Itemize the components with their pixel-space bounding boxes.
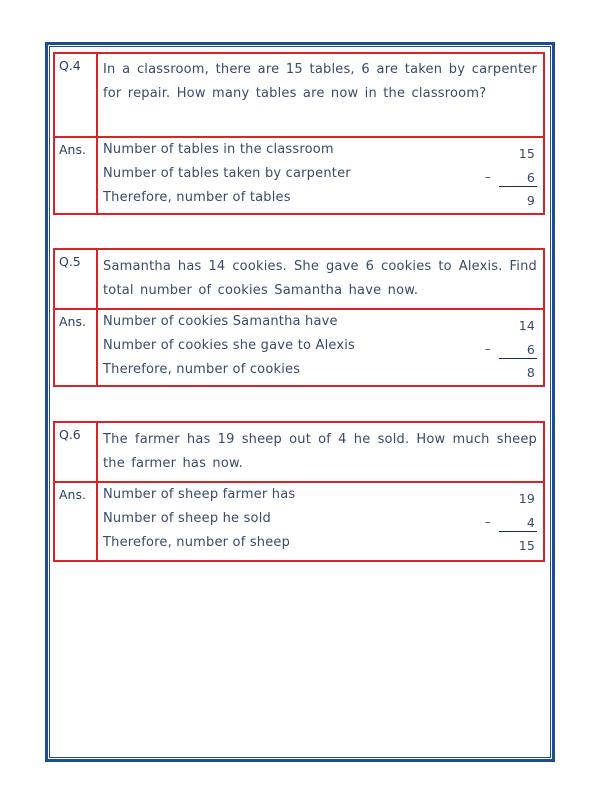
answer-line-3	[103, 531, 537, 555]
minus-sign: –	[484, 515, 491, 529]
answer-line-1	[103, 483, 537, 507]
operand-1: 14	[518, 318, 535, 333]
answer-line-2	[103, 507, 537, 531]
minus-sign: –	[484, 170, 491, 184]
question-text: Samantha has 14 cookies. She gave 6 cookies to Alexis. Find total number of cookies Samantha have now.	[103, 259, 537, 298]
question-text: In a classroom, there are 15 tables, 6 are taken by carpenter for repair. How many tables are now in the classroom?	[103, 62, 537, 101]
question-text: The farmer has 19 sheep out of 4 he sold. How much sheep the farmer has now.	[103, 432, 537, 471]
answer-line-text: Number of cookies Samantha have	[103, 314, 338, 329]
operand-2: 6	[526, 170, 535, 185]
answer-row	[53, 138, 545, 215]
question-number: Q.6	[55, 423, 98, 481]
operand-1: 15	[518, 146, 535, 161]
answer-label: Ans.	[55, 310, 98, 385]
question-number: Q.4	[55, 54, 98, 136]
answer-line-text: Number of tables taken by carpenter	[103, 166, 351, 181]
answer-line-3	[103, 358, 537, 382]
minus-sign: –	[484, 342, 491, 356]
operand-2: 4	[526, 515, 535, 530]
question-row	[53, 421, 545, 483]
operand-1: 19	[518, 491, 535, 506]
answer-label: Ans.	[55, 138, 98, 213]
answer-line-text: Number of sheep farmer has	[103, 487, 296, 502]
answer-line-text: Therefore, number of cookies	[103, 362, 301, 377]
question-block-4	[53, 52, 545, 215]
answer-line-text: Number of tables in the classroom	[103, 142, 334, 157]
answer-line-2	[103, 162, 537, 186]
answer-line-2	[103, 334, 537, 358]
result: 9	[526, 193, 535, 208]
answer-line-text: Number of cookies she gave to Alexis	[103, 338, 356, 353]
answer-label: Ans.	[55, 483, 98, 560]
answer-line-text: Therefore, number of sheep	[103, 535, 291, 550]
answer-row	[53, 310, 545, 387]
question-row	[53, 52, 545, 138]
answer-line-3	[103, 186, 537, 210]
answer-line-1	[103, 138, 537, 162]
answer-line-text: Number of sheep he sold	[103, 511, 271, 526]
answer-row	[53, 483, 545, 562]
result: 8	[526, 365, 535, 380]
operand-2: 6	[526, 342, 535, 357]
question-block-6	[53, 421, 545, 562]
result: 15	[518, 538, 535, 553]
question-number: Q.5	[55, 250, 98, 308]
answer-line-text: Therefore, number of tables	[103, 190, 291, 205]
question-block-5	[53, 248, 545, 387]
answer-line-1	[103, 310, 537, 334]
question-row	[53, 248, 545, 310]
